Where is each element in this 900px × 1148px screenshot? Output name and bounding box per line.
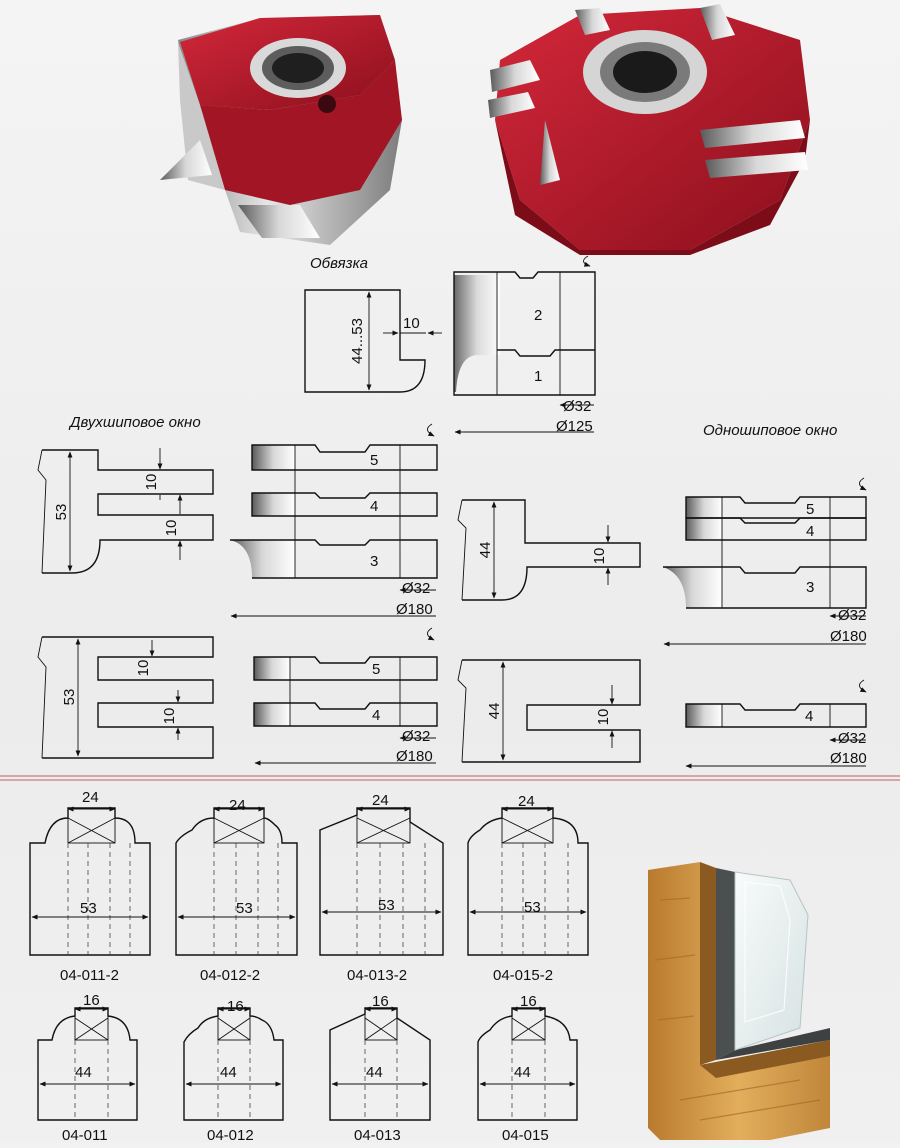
caption-one-tenon: Одношиповое окно	[703, 422, 838, 439]
caption-two-tenon: Двухшиповое окно	[70, 414, 201, 431]
dim-24: 24	[82, 789, 99, 806]
profile-04-012-2	[176, 797, 297, 984]
obvyazka-cutter	[454, 256, 595, 435]
rotation-arrow-icon	[427, 424, 434, 436]
dim-d180: Ø180	[830, 628, 867, 645]
dim-44: 44	[75, 1064, 92, 1081]
cutter-photo-right	[488, 4, 810, 255]
dim-10: 10	[163, 519, 180, 537]
dim-53: 53	[53, 503, 70, 521]
profile-code: 04-015-2	[493, 967, 554, 984]
rotation-arrow-icon	[859, 680, 866, 692]
cutter-number: 4	[806, 523, 815, 540]
dim-44: 44	[220, 1064, 237, 1081]
one-tenon-profile-a	[458, 500, 640, 600]
profile-code: 04-015	[502, 1127, 549, 1143]
two-tenon-cutter-a	[230, 424, 437, 618]
dim-24: 24	[372, 792, 389, 809]
two-tenon-profile-b	[38, 637, 213, 758]
profile-04-011	[38, 992, 137, 1143]
cutter-number: 3	[370, 553, 379, 570]
profile-04-012	[184, 998, 283, 1143]
profile-code: 04-013-2	[347, 967, 408, 984]
dim-53: 53	[524, 899, 541, 916]
dim-44-53: 44...53	[349, 318, 366, 364]
dim-d125: Ø125	[556, 418, 593, 435]
profile-code: 04-011-2	[60, 967, 119, 984]
dim-53: 53	[80, 900, 97, 917]
one-tenon-cutter-a	[663, 478, 867, 645]
dim-10: 10	[595, 708, 612, 726]
dim-10: 10	[403, 315, 420, 332]
cutter-number: 5	[370, 452, 379, 469]
dim-10: 10	[143, 473, 160, 491]
rotation-arrow-icon	[859, 478, 866, 490]
dim-10: 10	[161, 707, 178, 725]
rotation-arrow-icon	[583, 256, 590, 266]
profile-code: 04-013	[354, 1127, 401, 1143]
one-tenon-cutter-b	[686, 680, 867, 767]
dim-d32: Ø32	[402, 580, 431, 597]
dim-44: 44	[486, 702, 503, 720]
obvyazka-profile	[305, 290, 442, 392]
profile-code: 04-011	[62, 1127, 108, 1143]
cutter-number: 4	[372, 707, 381, 724]
profile-code: 04-012	[207, 1127, 254, 1143]
two-tenon-cutter-b	[254, 628, 437, 765]
one-tenon-profile-b	[458, 660, 640, 762]
dim-10: 10	[135, 659, 152, 677]
caption-obvyazka: Обвязка	[310, 255, 369, 272]
cutter-number: 1	[534, 368, 543, 385]
cutter-number: 5	[806, 501, 815, 518]
profile-04-015	[478, 993, 577, 1143]
dim-d32: Ø32	[838, 730, 867, 747]
cutter-number: 4	[370, 498, 379, 515]
cutter-number: 4	[805, 708, 814, 725]
cutter-number: 3	[806, 579, 815, 596]
dim-53: 53	[236, 900, 253, 917]
dim-d32: Ø32	[563, 398, 592, 415]
dim-24: 24	[229, 797, 246, 814]
dim-16: 16	[520, 993, 537, 1010]
profile-04-015-2	[468, 793, 588, 984]
rotation-arrow-icon	[427, 628, 434, 640]
two-tenon-profile-a	[38, 448, 213, 573]
cutter-number: 5	[372, 661, 381, 678]
dim-d32: Ø32	[838, 607, 867, 624]
profile-04-011-2	[30, 789, 150, 984]
dim-53: 53	[378, 897, 395, 914]
dim-24: 24	[518, 793, 535, 810]
dim-d180: Ø180	[396, 748, 433, 765]
profile-04-013-2	[320, 792, 443, 984]
profile-code: 04-012-2	[200, 967, 261, 984]
dim-53: 53	[61, 688, 78, 706]
cutter-number: 2	[534, 307, 543, 324]
dim-16: 16	[83, 992, 100, 1009]
cutter-photo-left	[160, 15, 402, 245]
dim-44: 44	[514, 1064, 531, 1081]
window-corner-photo	[648, 862, 830, 1140]
dim-10: 10	[591, 547, 608, 565]
dim-d180: Ø180	[396, 601, 433, 618]
profile-04-013	[330, 993, 430, 1143]
dim-d180: Ø180	[830, 750, 867, 767]
dim-44: 44	[477, 541, 494, 559]
dim-16: 16	[372, 993, 389, 1010]
dim-d32: Ø32	[402, 728, 431, 745]
dim-16: 16	[227, 998, 244, 1015]
dim-44: 44	[366, 1064, 383, 1081]
